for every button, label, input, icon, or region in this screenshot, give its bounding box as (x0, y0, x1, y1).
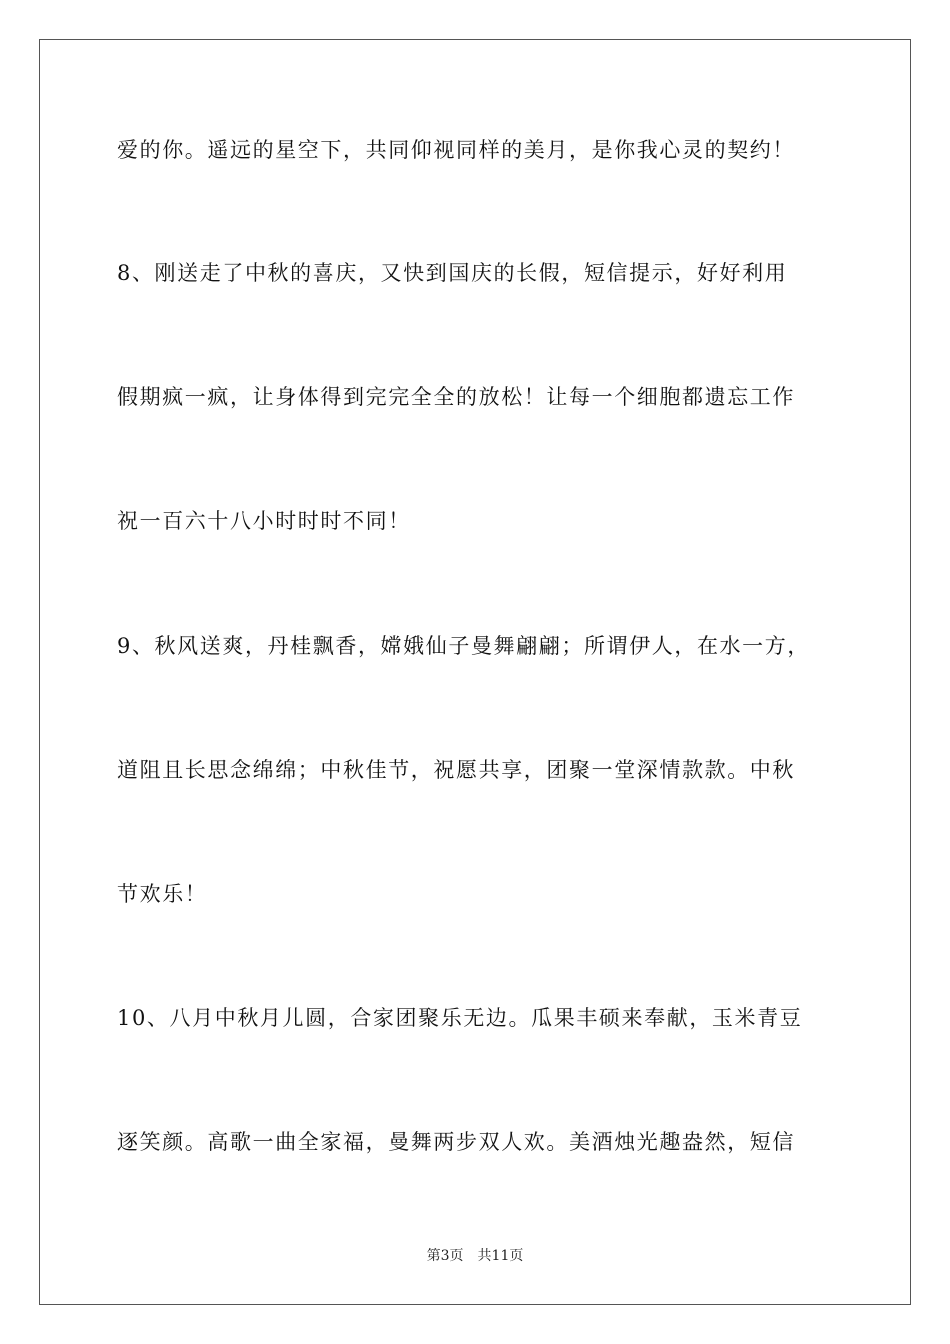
page-footer (0, 1247, 950, 1265)
text-line: 祝一百六十八小时时时不同！ (117, 509, 411, 533)
text-line: 逐笑颜。高歌一曲全家福，曼舞两步双人欢。美酒烛光趣盎然，短信 (117, 1130, 795, 1154)
text-line: 道阻且长思念绵绵；中秋佳节，祝愿共享，团聚一堂深情款款。中秋 (117, 758, 795, 782)
page-number: 第3页 (426, 1248, 464, 1264)
text-line: 节欢乐！ (117, 882, 208, 906)
text-line: 8、刚送走了中秋的喜庆，又快到国庆的长假，短信提示，好好利用 (117, 261, 788, 285)
text-line: 爱的你。遥远的星空下，共同仰视同样的美月，是你我心灵的契约！ (117, 138, 795, 162)
text-line: 10、八月中秋月儿圆，合家团聚乐无边。瓜果丰硕来奉献，玉米青豆 (117, 1006, 803, 1030)
text-line: 9、秋风送爽，丹桂飘香，嫦娥仙子曼舞翩翩；所谓伊人，在水一方， (117, 634, 810, 658)
page-total: 共11页 (477, 1248, 524, 1264)
page-border (39, 39, 911, 1305)
text-line: 假期疯一疯，让身体得到完完全全的放松！让每一个细胞都遗忘工作 (117, 385, 795, 409)
